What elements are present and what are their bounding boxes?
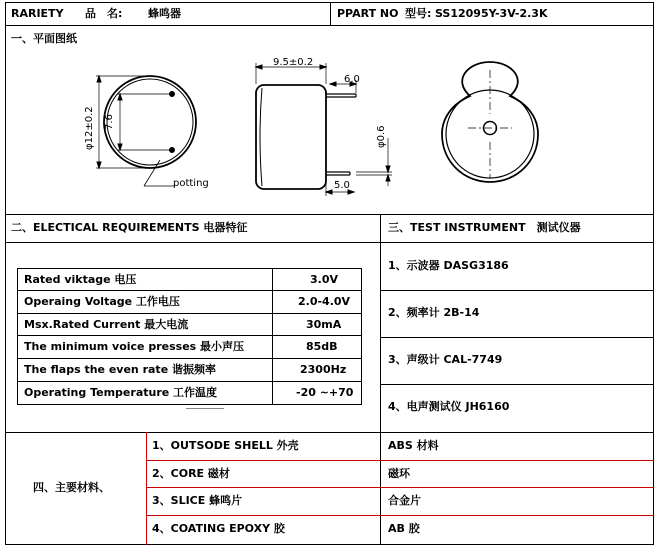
instrument-item-4: 4、电声测试仪 JH6160 xyxy=(388,400,510,413)
product-name-value: 蜂鸣器 xyxy=(148,7,181,20)
model-value: SS12095Y-3V-2.3K xyxy=(435,7,548,20)
electrical-row-line-4 xyxy=(17,358,362,359)
section4-top-line xyxy=(5,432,654,433)
electrical-row-3-value: 30mA xyxy=(306,318,342,331)
section4-title: 四、主要材料、 xyxy=(33,481,110,494)
instrument-item-2: 2、频率计 2B-14 xyxy=(388,306,480,319)
dim-pin-spacing-label: 5.0 xyxy=(334,180,350,191)
electrical-row-3-label: Msx.Rated Current 最大电流 xyxy=(24,318,189,331)
electrical-row-6-label: Operating Temperature 工作温度 xyxy=(24,386,218,399)
dim-width-label: 9.5±0.2 xyxy=(273,57,314,68)
section4-row-line-2 xyxy=(146,487,654,488)
material-part-4: 4、COATING EPOXY 胶 xyxy=(152,522,285,535)
part-no-label: PPART NO xyxy=(337,7,399,20)
electrical-row-1-value: 3.0V xyxy=(310,273,338,286)
material-value-3: 合金片 xyxy=(388,494,421,507)
material-part-2: 2、CORE 磁材 xyxy=(152,467,230,480)
electrical-row-4-value: 85dB xyxy=(306,340,338,353)
section3-line-1 xyxy=(380,290,654,291)
dim-pin-diameter-label: φ0.6 xyxy=(376,125,387,148)
electrical-row-4-label: The minimum voice presses 最小声压 xyxy=(24,340,245,353)
electrical-table-divider xyxy=(272,268,273,405)
dim-pin-length-label: 6.0 xyxy=(344,74,360,85)
rariety-label: RARIETY xyxy=(11,7,64,20)
model-label: 型号: xyxy=(405,7,432,20)
material-value-1: ABS 材料 xyxy=(388,439,439,452)
section2-title: 二、ELECTICAL REQUIREMENTS 电器特征 xyxy=(11,221,248,234)
electrical-row-line-5 xyxy=(17,381,362,382)
material-value-4: AB 胶 xyxy=(388,522,420,535)
instrument-item-3: 3、声级计 CAL-7749 xyxy=(388,353,503,366)
instrument-item-1: 1、示波器 DASG3186 xyxy=(388,259,509,272)
electrical-table-underline xyxy=(186,408,224,409)
side-view-body xyxy=(256,85,326,189)
electrical-row-line-2 xyxy=(17,313,362,314)
section4-row-line-3 xyxy=(146,515,654,516)
product-name-label: 品 名: xyxy=(85,7,123,20)
electrical-row-2-label: Operaing Voltage 工作电压 xyxy=(24,295,180,308)
material-value-2: 磁环 xyxy=(388,467,410,480)
electrical-row-2-value: 2.0-4.0V xyxy=(298,295,351,308)
electrical-row-5-label: The flaps the even rate 谐振频率 xyxy=(24,363,216,376)
material-part-1: 1、OUTSODE SHELL 外壳 xyxy=(152,439,299,452)
section4-left-divider xyxy=(146,432,147,545)
front-outer-circle xyxy=(104,76,196,168)
electrical-row-line-3 xyxy=(17,335,362,336)
technical-drawing xyxy=(0,0,657,214)
section1-title: 一、平面图纸 xyxy=(11,32,77,45)
dim-pitch-label: 7.6 xyxy=(104,114,115,130)
potting-label: potting xyxy=(173,178,209,189)
section4-row-line-1 xyxy=(146,460,654,461)
electrical-row-6-value: -20 ~+70 xyxy=(296,386,354,399)
electrical-row-5-value: 2300Hz xyxy=(300,363,347,376)
dim-diameter-label: φ12±0.2 xyxy=(84,106,95,150)
section3-line-2 xyxy=(380,337,654,338)
section3-title: 三、TEST INSTRUMENT 测试仪器 xyxy=(388,221,581,234)
section2-3-divider xyxy=(380,214,381,432)
electrical-row-line-1 xyxy=(17,290,362,291)
section1-bottom-line xyxy=(5,214,654,215)
material-part-3: 3、SLICE 蜂鸣片 xyxy=(152,494,243,507)
section4-mid-divider xyxy=(380,432,381,545)
electrical-row-1-label: Rated viktage 电压 xyxy=(24,273,137,286)
section2-title-line xyxy=(5,242,654,243)
electrical-table xyxy=(17,268,362,405)
section3-line-3 xyxy=(380,384,654,385)
